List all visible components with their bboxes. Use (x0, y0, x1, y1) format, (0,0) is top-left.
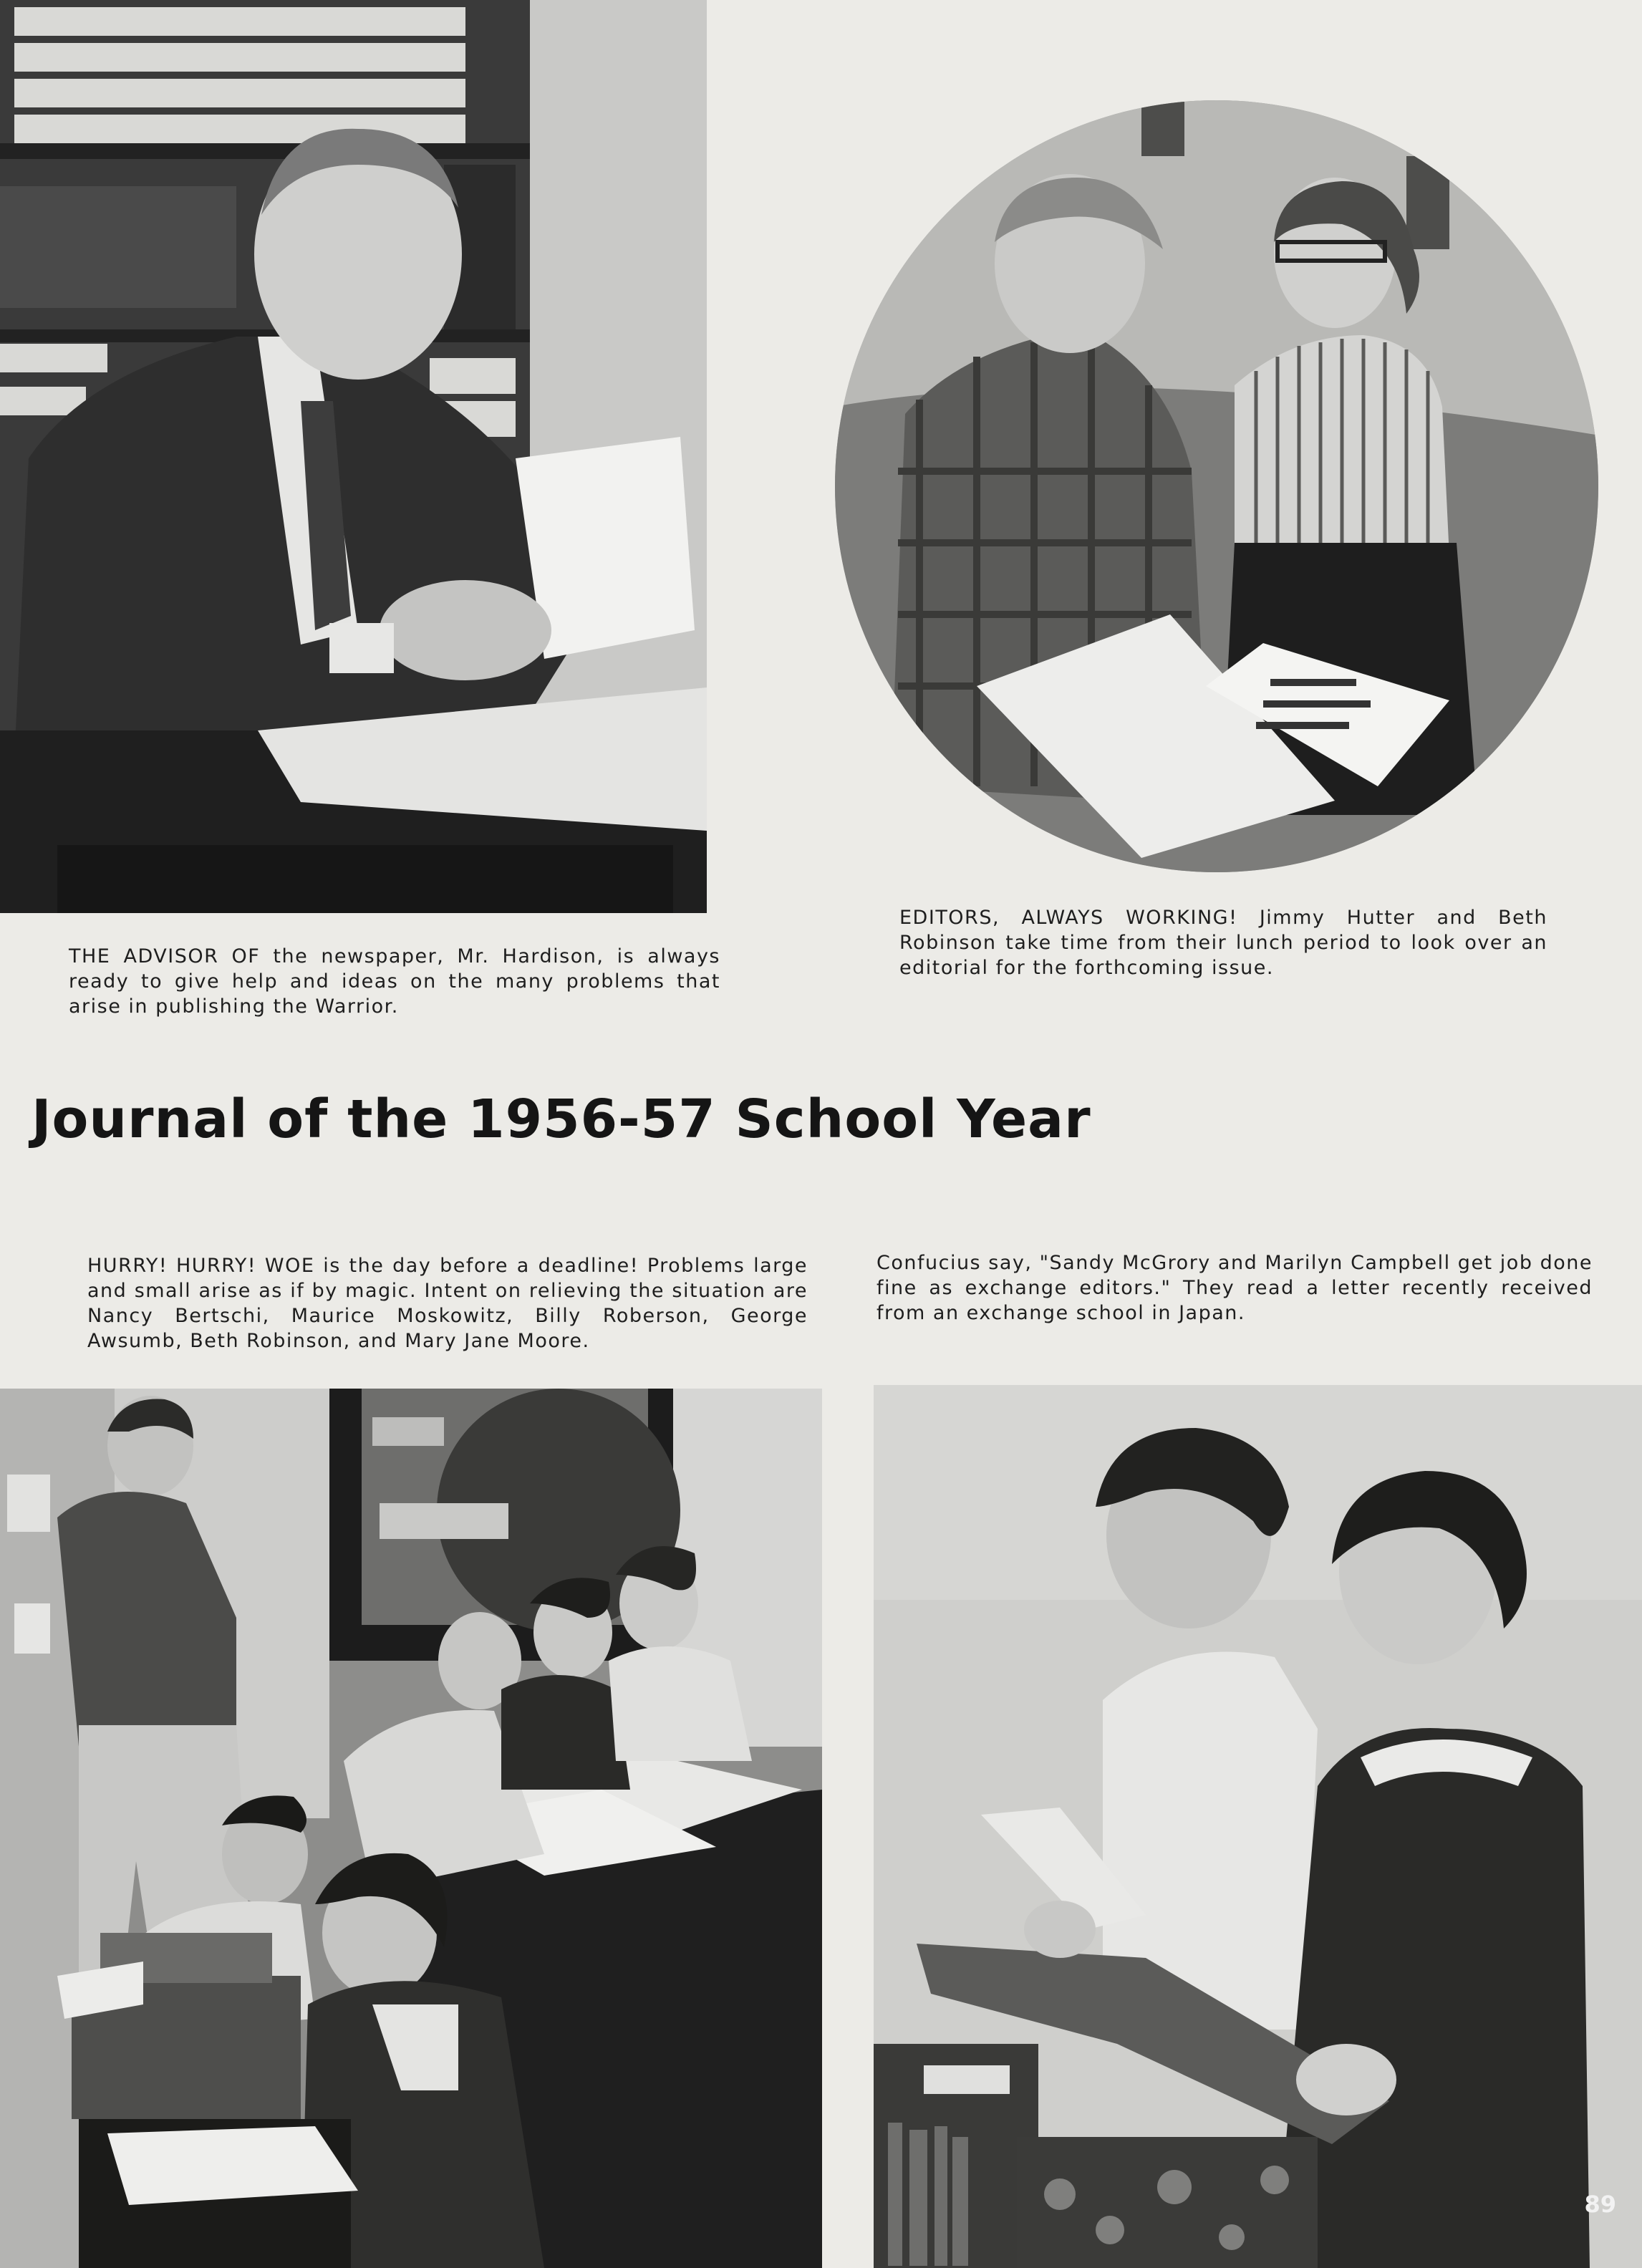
advisor-photo (0, 0, 707, 913)
exchange-caption: Confucius say, "Sandy McGrory and Marilyn Campbell get job done fine as exchange editors." They read a letter recently received from an exchange school in Japan. (876, 1252, 1593, 1324)
deadline-photo (0, 1389, 822, 2268)
exchange-editors-photo (874, 1385, 1642, 2268)
editors-photo (834, 99, 1600, 874)
editors-caption: EDITORS, ALWAYS WORKING! Jimmy Hutter and Beth Robinson take time from their lunch period to look over an editorial for the forthcoming issue. (899, 907, 1547, 979)
page-title: Journal of the 1956-57 School Year (32, 1089, 1091, 1150)
advisor-caption: THE ADVISOR OF the newspaper, Mr. Hardison, is always ready to give help and ideas on the many problems that arise in publishing the Warrior. (69, 945, 720, 1018)
page-number: 89 (1584, 2191, 1616, 2218)
deadline-caption: HURRY! HURRY! WOE is the day before a deadline! Problems large and small arise as if by magic. Intent on relieving the situation are Nancy Bertschi, Maurice Moskowitz, Billy Roberson, George Awsumb, Beth Robinson, and Mary Jane Moore. (87, 1255, 808, 1352)
